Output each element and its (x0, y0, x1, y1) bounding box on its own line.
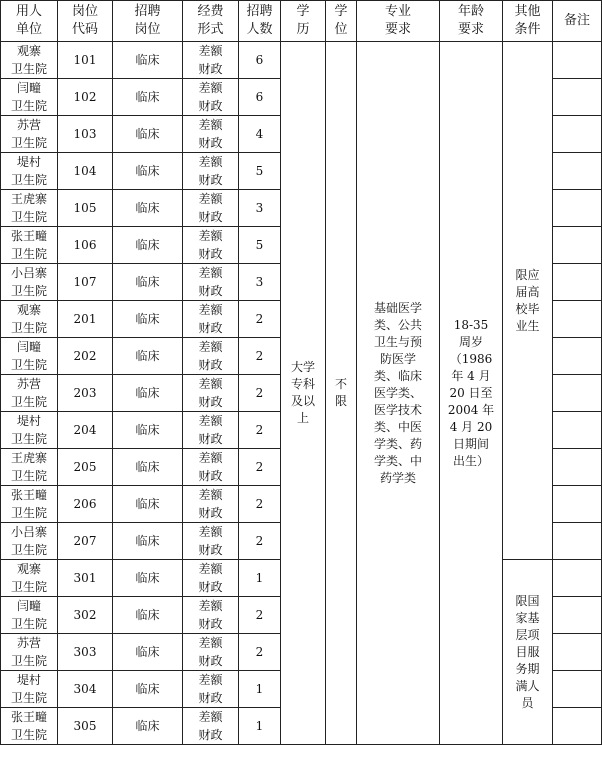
cell-post: 临床 (113, 671, 183, 708)
cell-code: 203 (58, 375, 113, 412)
cell-code: 107 (58, 264, 113, 301)
cell-post: 临床 (113, 116, 183, 153)
header-unit: 用人 单位 (1, 1, 58, 42)
cell-post: 临床 (113, 560, 183, 597)
cell-unit: 苏营 卫生院 (1, 375, 58, 412)
cell-remarks (553, 153, 602, 190)
cell-code: 305 (58, 708, 113, 745)
cell-funding: 差额 财政 (183, 116, 239, 153)
cell-remarks (553, 42, 602, 79)
cell-post: 临床 (113, 597, 183, 634)
cell-remarks (553, 301, 602, 338)
cell-post: 临床 (113, 79, 183, 116)
cell-remarks (553, 190, 602, 227)
cell-funding: 差额 财政 (183, 190, 239, 227)
header-post: 招聘 岗位 (113, 1, 183, 42)
cell-funding: 差额 财政 (183, 486, 239, 523)
cell-remarks (553, 560, 602, 597)
header-other: 其他 条件 (503, 1, 553, 42)
cell-remarks (553, 708, 602, 745)
cell-post: 临床 (113, 486, 183, 523)
cell-count: 3 (239, 264, 281, 301)
cell-funding: 差额 财政 (183, 523, 239, 560)
cell-code: 201 (58, 301, 113, 338)
cell-count: 5 (239, 227, 281, 264)
cell-count: 2 (239, 375, 281, 412)
cell-code: 304 (58, 671, 113, 708)
cell-unit: 闫疃 卫生院 (1, 79, 58, 116)
cell-funding: 差额 财政 (183, 227, 239, 264)
cell-count: 2 (239, 523, 281, 560)
cell-count: 2 (239, 597, 281, 634)
cell-unit: 小吕寨 卫生院 (1, 523, 58, 560)
cell-funding: 差额 财政 (183, 42, 239, 79)
header-remarks: 备注 (553, 1, 602, 42)
cell-post: 临床 (113, 634, 183, 671)
cell-remarks (553, 412, 602, 449)
cell-unit: 张王疃 卫生院 (1, 227, 58, 264)
header-education: 学 历 (281, 1, 326, 42)
cell-post: 临床 (113, 301, 183, 338)
merged-age: 18-35 周岁 （1986 年 4 月 20 日至 2004 年 4 月 20 日期间 出生） (440, 42, 503, 745)
cell-remarks (553, 634, 602, 671)
cell-code: 105 (58, 190, 113, 227)
cell-count: 5 (239, 153, 281, 190)
header-row (1, 1, 602, 42)
cell-count: 2 (239, 338, 281, 375)
cell-code: 103 (58, 116, 113, 153)
cell-post: 临床 (113, 338, 183, 375)
cell-funding: 差额 财政 (183, 412, 239, 449)
cell-remarks (553, 79, 602, 116)
cell-code: 206 (58, 486, 113, 523)
cell-remarks (553, 449, 602, 486)
header-count: 招聘 人数 (239, 1, 281, 42)
cell-code: 106 (58, 227, 113, 264)
cell-count: 2 (239, 412, 281, 449)
merged-degree: 不 限 (326, 42, 357, 745)
cell-unit: 苏营 卫生院 (1, 634, 58, 671)
merged-other-fresh-graduates: 限应 届高 校毕 业生 (503, 42, 553, 560)
cell-funding: 差额 财政 (183, 597, 239, 634)
cell-post: 临床 (113, 449, 183, 486)
cell-remarks (553, 486, 602, 523)
cell-count: 4 (239, 116, 281, 153)
cell-unit: 小吕寨 卫生院 (1, 264, 58, 301)
cell-code: 104 (58, 153, 113, 190)
cell-code: 301 (58, 560, 113, 597)
cell-funding: 差额 财政 (183, 264, 239, 301)
cell-code: 102 (58, 79, 113, 116)
cell-count: 2 (239, 449, 281, 486)
cell-count: 2 (239, 634, 281, 671)
cell-remarks (553, 375, 602, 412)
header-funding: 经费 形式 (183, 1, 239, 42)
cell-count: 1 (239, 671, 281, 708)
cell-count: 6 (239, 42, 281, 79)
cell-unit: 观寨 卫生院 (1, 301, 58, 338)
cell-code: 204 (58, 412, 113, 449)
cell-funding: 差额 财政 (183, 671, 239, 708)
merged-major: 基础医学 类、公共 卫生与预 防医学 类、临床 医学类、 医学技术 类、中医 学类、药 学类、中 药学类 (357, 42, 440, 745)
cell-code: 303 (58, 634, 113, 671)
cell-remarks (553, 597, 602, 634)
cell-count: 2 (239, 486, 281, 523)
cell-unit: 堤村 卫生院 (1, 153, 58, 190)
cell-unit: 王虎寨 卫生院 (1, 190, 58, 227)
cell-unit: 堤村 卫生院 (1, 671, 58, 708)
cell-funding: 差额 财政 (183, 449, 239, 486)
cell-remarks (553, 264, 602, 301)
cell-remarks (553, 523, 602, 560)
header-code: 岗位 代码 (58, 1, 113, 42)
cell-count: 1 (239, 560, 281, 597)
cell-funding: 差额 财政 (183, 301, 239, 338)
cell-funding: 差额 财政 (183, 560, 239, 597)
cell-post: 临床 (113, 523, 183, 560)
cell-funding: 差额 财政 (183, 634, 239, 671)
cell-funding: 差额 财政 (183, 79, 239, 116)
cell-post: 临床 (113, 227, 183, 264)
cell-unit: 张王疃 卫生院 (1, 708, 58, 745)
cell-post: 临床 (113, 190, 183, 227)
cell-count: 6 (239, 79, 281, 116)
cell-unit: 闫疃 卫生院 (1, 338, 58, 375)
cell-post: 临床 (113, 708, 183, 745)
cell-unit: 张王疃 卫生院 (1, 486, 58, 523)
header-major: 专业 要求 (357, 1, 440, 42)
cell-count: 2 (239, 301, 281, 338)
cell-post: 临床 (113, 42, 183, 79)
cell-unit: 观寨 卫生院 (1, 560, 58, 597)
cell-unit: 王虎寨 卫生院 (1, 449, 58, 486)
cell-code: 207 (58, 523, 113, 560)
cell-unit: 堤村 卫生院 (1, 412, 58, 449)
cell-count: 3 (239, 190, 281, 227)
cell-post: 临床 (113, 412, 183, 449)
cell-remarks (553, 227, 602, 264)
header-degree: 学 位 (326, 1, 357, 42)
cell-post: 临床 (113, 264, 183, 301)
table-row (1, 42, 602, 79)
cell-unit: 闫疃 卫生院 (1, 597, 58, 634)
cell-funding: 差额 财政 (183, 708, 239, 745)
cell-code: 101 (58, 42, 113, 79)
cell-unit: 观寨 卫生院 (1, 42, 58, 79)
cell-post: 临床 (113, 153, 183, 190)
cell-funding: 差额 财政 (183, 338, 239, 375)
cell-remarks (553, 338, 602, 375)
merged-education: 大学 专科 及以 上 (281, 42, 326, 745)
cell-funding: 差额 财政 (183, 153, 239, 190)
cell-unit: 苏营 卫生院 (1, 116, 58, 153)
cell-remarks (553, 116, 602, 153)
cell-post: 临床 (113, 375, 183, 412)
cell-code: 302 (58, 597, 113, 634)
cell-funding: 差额 财政 (183, 375, 239, 412)
merged-other-service-program: 限国 家基 层项 目服 务期 满人 员 (503, 560, 553, 745)
header-age: 年龄 要求 (440, 1, 503, 42)
cell-count: 1 (239, 708, 281, 745)
cell-code: 202 (58, 338, 113, 375)
cell-remarks (553, 671, 602, 708)
cell-code: 205 (58, 449, 113, 486)
